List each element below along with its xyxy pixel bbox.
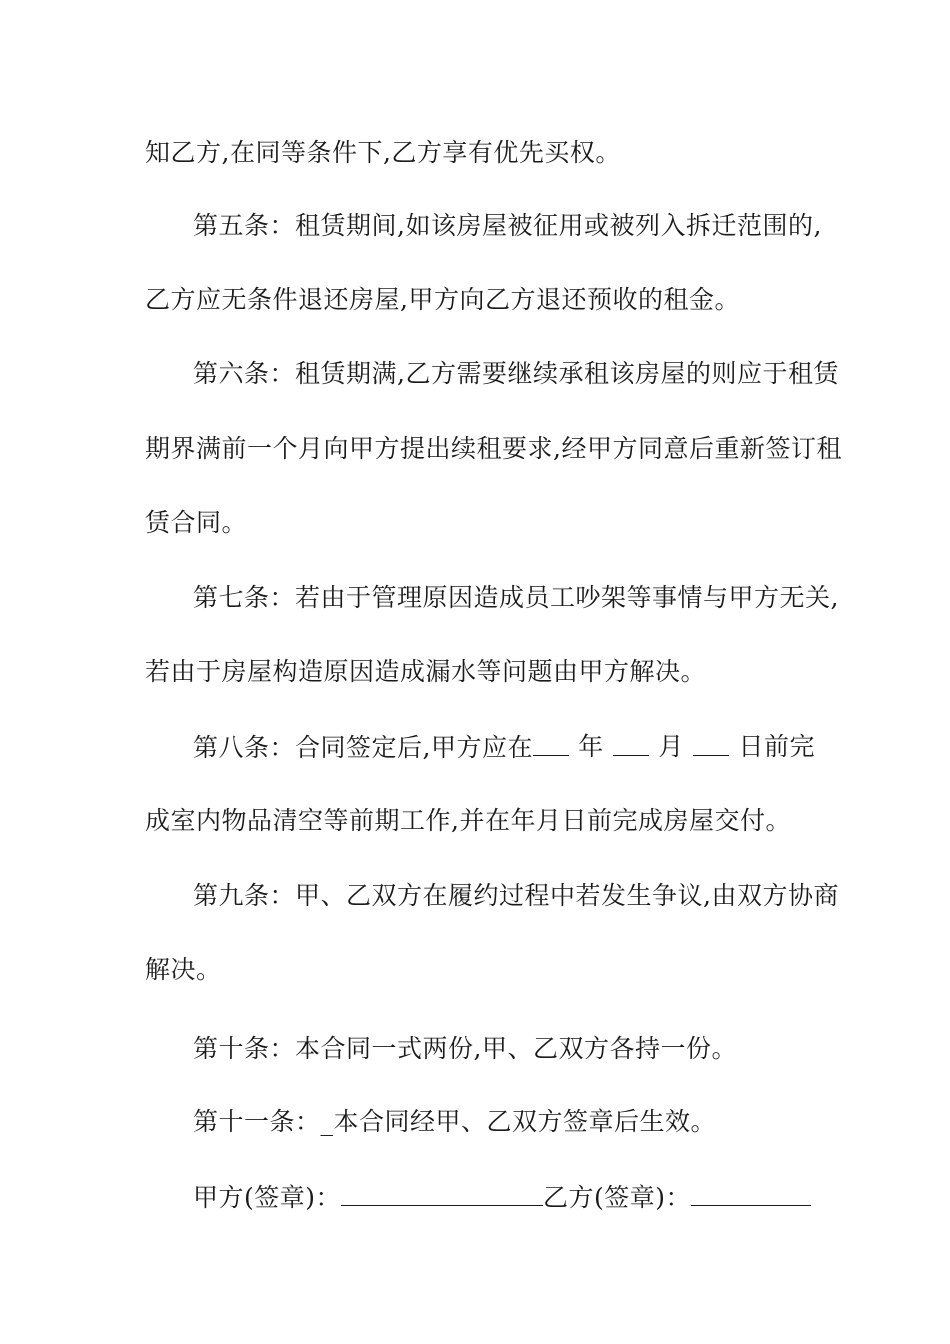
article-5-line-1: 第五条：租赁期间,如该房屋被征用或被列入拆迁范围的, — [193, 211, 822, 240]
article-6-line-2: 期界满前一个月向甲方提出续租要求,经甲方同意后重新签订租 — [145, 434, 842, 463]
article-8-line-2: 成室内物品清空等前期工作,并在年月日前完成房屋交付。 — [145, 806, 791, 835]
party-b-signature-blank — [691, 1179, 811, 1206]
month-blank — [613, 729, 649, 756]
month-label: 月 — [658, 732, 684, 761]
party-b-signature-label: 乙方(签章)： — [543, 1183, 692, 1212]
article-8-line-1 — [193, 729, 815, 766]
party-a-signature-blank — [341, 1179, 543, 1206]
day-suffix: 日前完 — [738, 732, 815, 761]
party-a-signature-label: 甲方(签章)： — [193, 1183, 342, 1212]
article-10: 第十条：本合同一式两份,甲、乙双方各持一份。 — [193, 1034, 737, 1063]
article-9-line-1: 第九条：甲、乙双方在履约过程中若发生争议,由双方协商 — [193, 881, 839, 910]
signature-line — [193, 1179, 815, 1216]
year-label: 年 — [578, 732, 604, 761]
year-blank — [533, 729, 569, 756]
article-9-line-2: 解决。 — [145, 955, 222, 984]
article-7-line-2: 若由于房屋构造原因造成漏水等问题由甲方解决。 — [145, 657, 707, 686]
article-5-line-2: 乙方应无条件退还房屋,甲方向乙方退还预收的租金。 — [145, 285, 740, 314]
text-line: 知乙方,在同等条件下,乙方享有优先买权。 — [145, 138, 621, 167]
article-8-prefix: 第八条：合同签定后,甲方应在 — [193, 729, 569, 766]
article-6-line-3: 赁合同。 — [145, 508, 248, 537]
article-11: 第十一条：_本合同经甲、乙双方签章后生效。 — [193, 1107, 717, 1136]
article-6-line-1: 第六条：租赁期满,乙方需要继续承租该房屋的则应于租赁 — [193, 359, 839, 388]
article-7-line-1: 第七条：若由于管理原因造成员工吵架等事情与甲方无关, — [193, 583, 839, 612]
day-blank — [693, 729, 729, 756]
